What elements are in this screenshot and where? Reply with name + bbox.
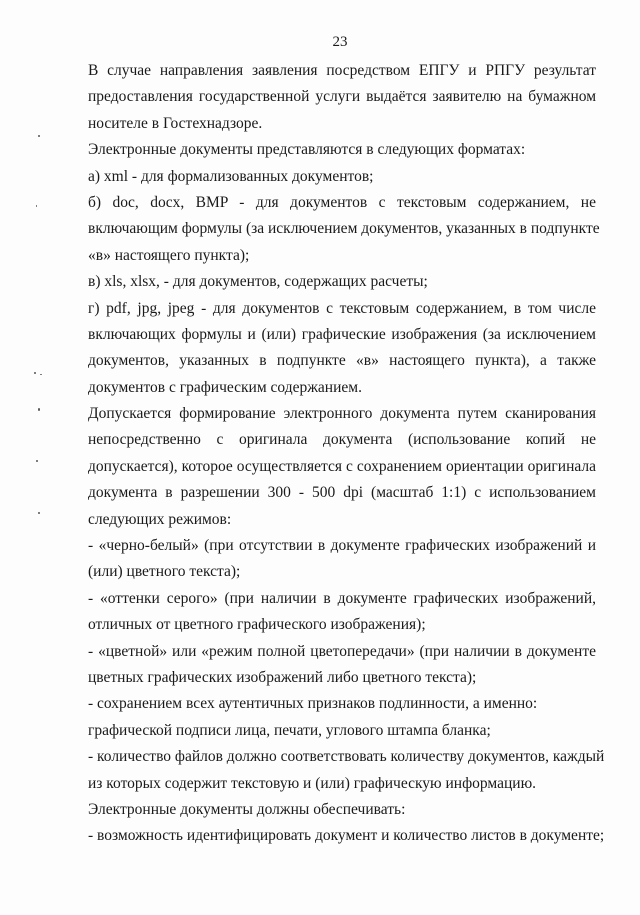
scan-speck [40, 374, 42, 375]
text-line: - количество файлов должно соответствовать количеству документов, каждый [88, 748, 605, 766]
text-line: - «оттенки серого» (при наличии в документе графических изображений, [88, 589, 596, 607]
page-number: 23 [332, 34, 348, 50]
text-line: отличных от цветного графического изображения); [88, 616, 426, 634]
text-line: Электронные документы должны обеспечивать: [88, 800, 406, 818]
scan-speck [34, 372, 36, 374]
text-line: В случае направления заявления посредством ЕПГУ и РПГУ результат [88, 62, 596, 79]
text-line: следующих режимов: [88, 510, 232, 528]
text-line: - сохранением всех аутентичных признаков подлинности, а именно: [88, 695, 538, 713]
text-line: б) doc, docx, BMP - для документов с текстовым содержанием, не [88, 193, 596, 211]
text-line: цветных графических изображений либо цветного текста); [88, 668, 477, 686]
text-line: документов с графическим содержанием. [88, 378, 362, 396]
text-line: непосредственно с оригинала документа (использование копий не [88, 431, 596, 449]
text-line: документов, указанных в подпункте «в» настоящего пункта), а также [88, 352, 596, 370]
document-body [88, 58, 605, 850]
text-line: включающим формулы (за исключением документов, указанных в подпункте [88, 220, 600, 238]
scan-speck [38, 408, 40, 411]
text-line: - возможность идентифицировать документ и количество листов в документе; [88, 827, 605, 845]
text-line: Допускается формирование электронного документа путем сканирования [88, 405, 596, 423]
text-line: Электронные документы представляются в следующих форматах: [88, 141, 526, 159]
scan-speck [36, 460, 38, 462]
text-line: носителе в Гостехнадзоре. [88, 114, 263, 132]
text-line: в) xls, xlsx, - для документов, содержащих расчеты; [88, 273, 428, 291]
text-line: предоставления государственной услуги выдаётся заявителю на бумажном [88, 88, 596, 106]
scan-speck [38, 135, 40, 137]
scan-speck [36, 205, 37, 207]
text-line: а) xml - для формализованных документов; [88, 167, 374, 185]
text-line: г) pdf, jpg, jpeg - для документов с текстовым содержанием, в том числе [88, 299, 596, 317]
scan-speck [38, 512, 40, 514]
text-line: допускается), которое осуществляется с сохранением ориентации оригинала [88, 457, 596, 475]
text-line: «в» настоящего пункта); [88, 246, 250, 264]
text-line: графической подписи лица, печати, углового штампа бланка; [88, 721, 491, 739]
text-line: включающих формулы и (или) графические изображения (за исключением [88, 325, 596, 343]
text-line: - «цветной» или «режим полной цветопередачи» (при наличии в документе [88, 642, 596, 660]
text-line: документа в разрешении 300 - 500 dpi (масштаб 1:1) с использованием [88, 484, 596, 502]
text-line: - «черно-белый» (при отсутствии в документе графических изображений и [88, 537, 596, 555]
text-line: (или) цветного текста); [88, 563, 241, 581]
text-line: из которых содержит текстовую и (или) графическую информацию. [88, 774, 537, 792]
